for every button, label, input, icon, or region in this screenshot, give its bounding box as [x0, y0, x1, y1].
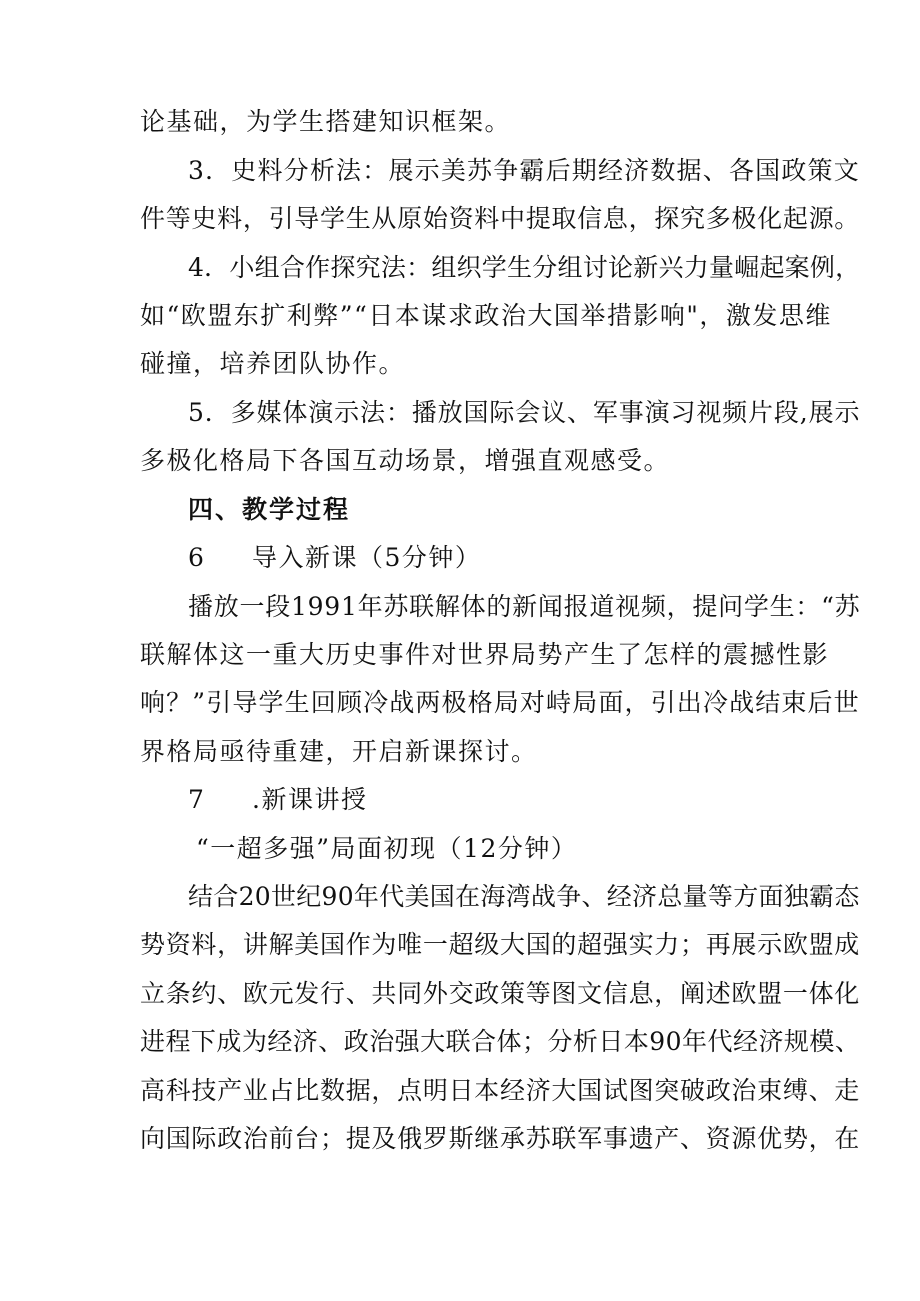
subsection-new-lesson-title: .新课讲授 [252, 785, 368, 814]
subsection-intro [188, 541, 481, 575]
text-line-8: 多极化格局下各国互动场景，增强直观感受。 [140, 446, 671, 475]
text-line-1: 论基础，为学生搭建知识框架。 [140, 107, 512, 136]
item-number-6: 6 [188, 543, 206, 572]
subsection-intro-title: 导入新课（5分钟） [252, 543, 482, 572]
text-line-4: 4．小组合作探究法：组织学生分组讨论新兴力量崛起案例， [188, 253, 861, 282]
text-line-13: 响？”引导学生回顾冷战两极格局对峙局面，引出冷战结束后世 [140, 688, 860, 717]
text-line-17: 结合20世纪90年代美国在海湾战争、经济总量等方面独霸态 [188, 882, 860, 911]
text-line-6: 碰撞，培养团队协作。 [140, 349, 406, 378]
section-heading: 四、教学过程 [188, 495, 351, 524]
text-line-2: 3．史料分析法：展示美苏争霸后期经济数据、各国政策文 [188, 156, 860, 185]
subsection-new-lesson [188, 783, 367, 817]
text-line-22: 向国际政治前台；提及俄罗斯继承苏联军事遗产、资源优势，在 [140, 1124, 861, 1153]
item-number-7: 7 [188, 785, 206, 814]
text-line-14: 界格局亟待重建，开启新课探讨。 [140, 737, 538, 766]
text-line-11: 播放一段1991年苏联解体的新闻报道视频，提问学生：“苏 [188, 592, 861, 621]
text-line-21: 高科技产业占比数据，点明日本经济大国试图突破政治束缚、走 [140, 1076, 861, 1105]
topic-heading: “一超多强”局面初现（12分钟） [196, 834, 578, 863]
text-line-19: 立条约、欧元发行、共同外交政策等图文信息，阐述欧盟一体化 [140, 979, 861, 1008]
text-line-20: 进程下成为经济、政治强大联合体；分析日本90年代经济规模、 [140, 1027, 861, 1056]
text-line-5: 如“欧盟东扩利弊”“日本谋求政治大国举措影响"，激发思维 [140, 301, 832, 330]
text-line-7: 5．多媒体演示法：播放国际会议、军事演习视频片段,展示 [188, 398, 861, 427]
text-line-3: 件等史料，引导学生从原始资料中提取信息，探究多极化起源。 [140, 204, 861, 233]
text-line-12: 联解体这一重大历史事件对世界局势产生了怎样的震撼性影 [140, 640, 830, 669]
text-line-18: 势资料，讲解美国作为唯一超级大国的超强实力；再展示欧盟成 [140, 930, 861, 959]
